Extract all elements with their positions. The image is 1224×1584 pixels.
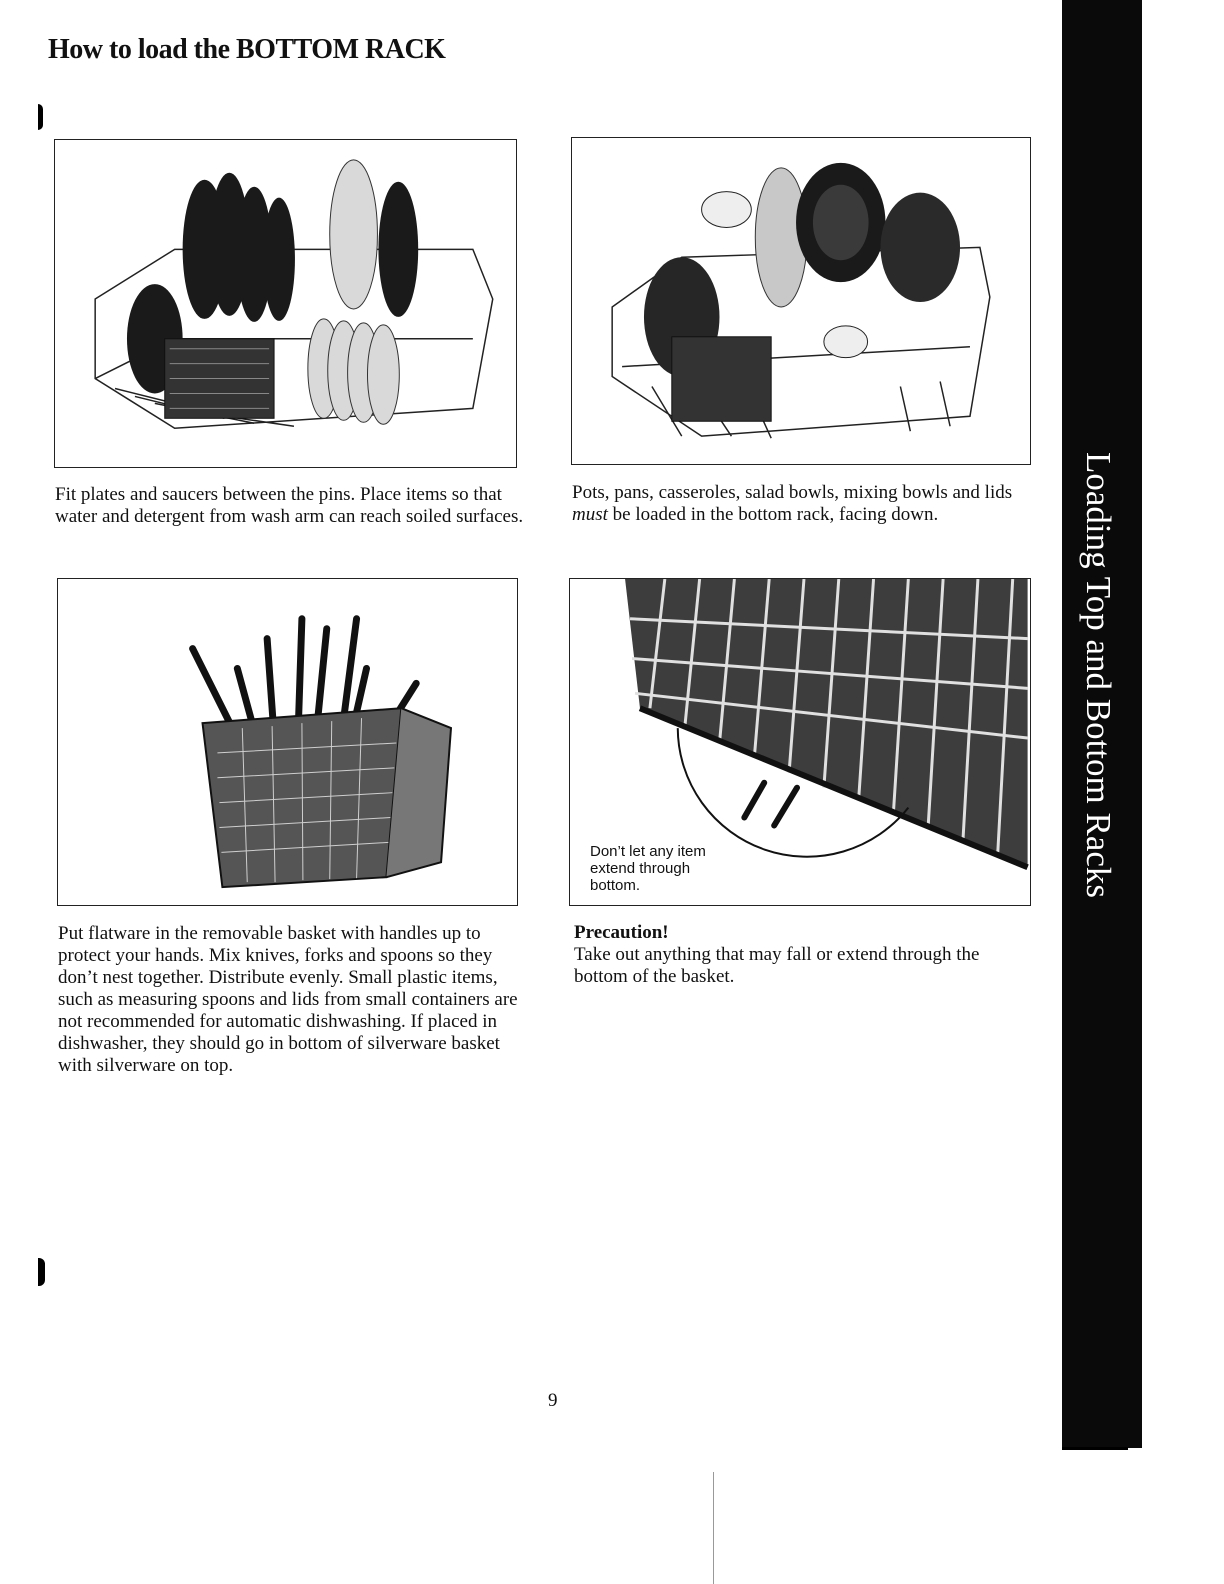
- precaution-caption: Take out anything that may fall or extend through the bottom of the basket.: [574, 944, 980, 987]
- plates-caption: Fit plates and saucers between the pins. Place items so that water and detergent from wash arm can reach soiled surfaces.: [55, 484, 524, 527]
- flatware-basket-drawing: [58, 579, 517, 905]
- page-number: 9: [548, 1390, 558, 1411]
- plates-rack-drawing: [55, 140, 516, 467]
- section-sidebar-text-wrap: [1062, 0, 1142, 1448]
- margin-mark-top: [38, 104, 43, 130]
- pots-caption: [572, 482, 1032, 526]
- sidebar-bottom-line: [1062, 1447, 1128, 1450]
- pots-caption-start: Pots, pans, casseroles, salad bowls, mixing bowls and lids: [572, 482, 1013, 503]
- section-sidebar-label: Loading Top and Bottom Racks: [1079, 452, 1118, 899]
- flatware-caption: Put flatware in the removable basket with handles up to protect your hands. Mix knives, forks and spoons so they don’t nest together. Distribute evenly. Small plastic items, such as measuring spoons and lids from small containers are not recommended for automatic dishwashing. If placed in dishwasher, they should go in bottom of silverware basket with silverware on top.: [58, 923, 518, 1076]
- callout-text: Don’t let any item extend through bottom.: [588, 842, 722, 895]
- precaution-heading: Precaution!: [574, 922, 669, 943]
- flatware-illustration: [57, 578, 518, 906]
- pots-rack-drawing: [572, 138, 1030, 464]
- plates-illustration: [54, 139, 517, 468]
- pots-caption-end: be loaded in the bottom rack, facing down.: [607, 504, 939, 525]
- scan-line: [713, 1472, 714, 1584]
- pots-caption-emphasis: must: [572, 504, 608, 525]
- page-title: How to load the BOTTOM RACK: [48, 34, 446, 65]
- pots-illustration: [571, 137, 1031, 465]
- margin-mark-bottom: [38, 1258, 45, 1286]
